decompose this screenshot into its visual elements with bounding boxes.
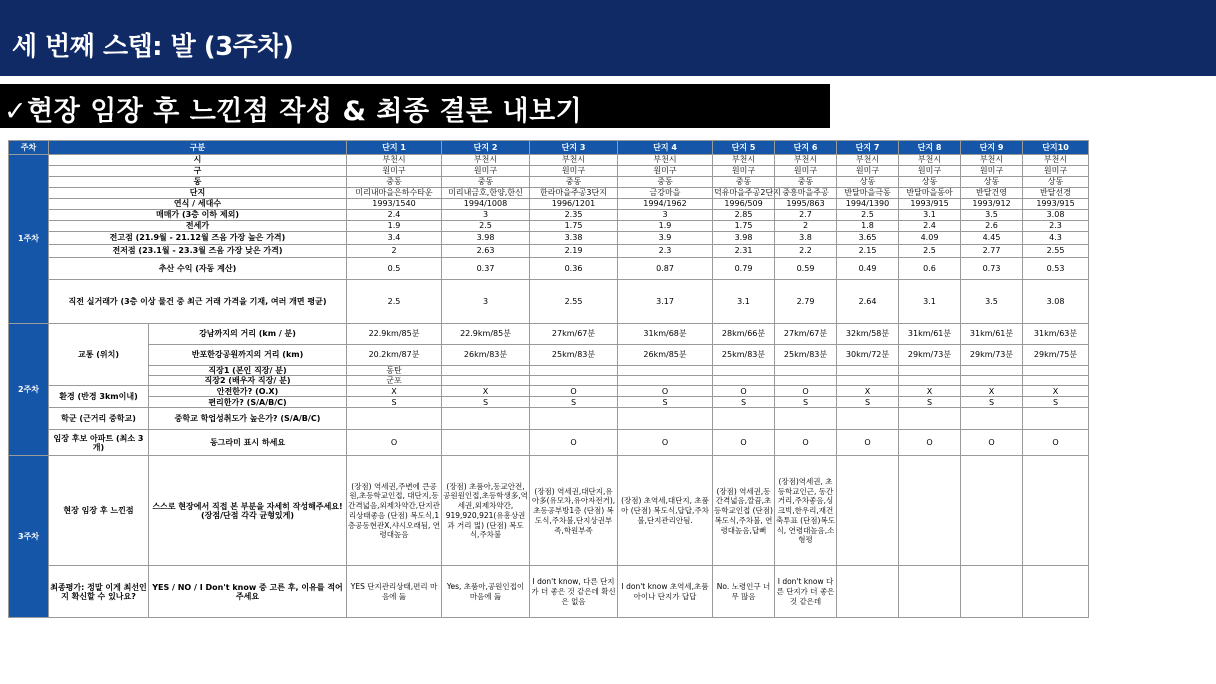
table-cell: 군포 xyxy=(347,376,442,386)
table-cell: 2 xyxy=(775,221,837,232)
table-cell: 원미구 xyxy=(837,166,899,177)
table-cell: 1996/1201 xyxy=(530,199,618,210)
table-cell: S xyxy=(775,397,837,408)
impression-cell xyxy=(837,456,899,566)
table-cell: 원미구 xyxy=(347,166,442,177)
row-label: 동그라미 표시 하세요 xyxy=(149,430,347,456)
table-row xyxy=(9,386,1089,397)
final-cell xyxy=(1023,566,1089,618)
table-cell: 중동 xyxy=(442,177,530,188)
table-cell: 3.08 xyxy=(1023,210,1089,221)
complex-header: 단지10 xyxy=(1023,141,1089,155)
complex-header: 단지 4 xyxy=(618,141,713,155)
table-cell: 1993/1540 xyxy=(347,199,442,210)
table-cell: 2.7 xyxy=(775,210,837,221)
table-cell: 원미구 xyxy=(530,166,618,177)
impression-cell xyxy=(961,456,1023,566)
table-cell xyxy=(713,376,775,386)
table-row xyxy=(9,324,1089,345)
table-cell: 31km/63분 xyxy=(1023,324,1089,345)
table-cell: 0.79 xyxy=(713,258,775,280)
table-cell: 3.38 xyxy=(530,232,618,245)
table-cell: S xyxy=(1023,397,1089,408)
table-cell: 부천시 xyxy=(618,155,713,166)
table-cell: 1993/912 xyxy=(961,199,1023,210)
table-cell: 원미구 xyxy=(961,166,1023,177)
table-cell: 원미구 xyxy=(1023,166,1089,177)
table-cell: 2.5 xyxy=(442,221,530,232)
table-cell: X xyxy=(837,386,899,397)
table-cell xyxy=(1023,376,1089,386)
table-cell: 금강마을 xyxy=(618,188,713,199)
subheader-title xyxy=(4,89,582,128)
table-cell: 3.65 xyxy=(837,232,899,245)
complex-header: 단지 1 xyxy=(347,141,442,155)
table-cell: 25km/83분 xyxy=(713,345,775,366)
survey-table-body xyxy=(9,155,1089,618)
table-cell: 3 xyxy=(442,280,530,324)
table-row xyxy=(9,177,1089,188)
table-cell: 2.5 xyxy=(837,210,899,221)
table-cell: 4.3 xyxy=(1023,232,1089,245)
row-label: 동 xyxy=(49,177,347,188)
table-cell xyxy=(837,366,899,376)
table-cell: X xyxy=(1023,386,1089,397)
table-cell: 1.9 xyxy=(618,221,713,232)
table-cell: 부천시 xyxy=(837,155,899,166)
table-cell: 반달건영 xyxy=(961,188,1023,199)
table-cell: 3.1 xyxy=(899,210,961,221)
table-row xyxy=(9,430,1089,456)
table-cell: O xyxy=(713,386,775,397)
impression-cell xyxy=(1023,456,1089,566)
table-cell: 32km/58분 xyxy=(837,324,899,345)
table-cell: 1994/1390 xyxy=(837,199,899,210)
table-cell: 3.5 xyxy=(961,210,1023,221)
table-cell: O xyxy=(961,430,1023,456)
table-row xyxy=(9,397,1089,408)
table-cell: 0.36 xyxy=(530,258,618,280)
row-label: 직장1 (본인 직장/ 분) xyxy=(149,366,347,376)
table-cell: 2.79 xyxy=(775,280,837,324)
table-cell: 31km/68분 xyxy=(618,324,713,345)
table-cell: 2.35 xyxy=(530,210,618,221)
table-cell: 상동 xyxy=(899,177,961,188)
table-cell: O xyxy=(775,430,837,456)
table-cell: X xyxy=(899,386,961,397)
table-cell: 동탄 xyxy=(347,366,442,376)
table-cell: 원미구 xyxy=(442,166,530,177)
table-cell xyxy=(442,366,530,376)
final-cell xyxy=(837,566,899,618)
table-row xyxy=(9,456,1089,566)
table-cell: O xyxy=(1023,430,1089,456)
row-label: 매매가 (3층 이하 제외) xyxy=(49,210,347,221)
table-cell: 3.9 xyxy=(618,232,713,245)
complex-header: 단지 7 xyxy=(837,141,899,155)
row-label: 연식 / 세대수 xyxy=(49,199,347,210)
table-cell: 3.8 xyxy=(775,232,837,245)
table-cell: 2.55 xyxy=(530,280,618,324)
header-banner xyxy=(0,0,1216,76)
table-cell: 2.2 xyxy=(775,245,837,258)
final-cell xyxy=(961,566,1023,618)
table-cell xyxy=(530,366,618,376)
table-cell: 2.55 xyxy=(1023,245,1089,258)
table-cell xyxy=(530,376,618,386)
table-cell: 2.19 xyxy=(530,245,618,258)
impression-label: 현장 임장 후 느낀점 xyxy=(49,456,149,566)
complex-header: 단지 6 xyxy=(775,141,837,155)
table-cell: O xyxy=(618,386,713,397)
table-cell: 25km/83분 xyxy=(530,345,618,366)
complex-header: 단지 3 xyxy=(530,141,618,155)
table-cell: 중흥마을주공 xyxy=(775,188,837,199)
table-cell xyxy=(775,408,837,430)
table-cell: 0.53 xyxy=(1023,258,1089,280)
week-label-3: 3주차 xyxy=(9,456,49,618)
table-cell: 2.64 xyxy=(837,280,899,324)
table-cell: 원미구 xyxy=(713,166,775,177)
table-cell: S xyxy=(442,397,530,408)
impression-cell: (장점)역세권, 초등학교인근, 동간거리,주차좋음,싱크빅,한우리,재건축투표 (단점)복도식, 연령대높음,소형평 xyxy=(775,456,837,566)
table-cell: O xyxy=(530,386,618,397)
table-cell: S xyxy=(530,397,618,408)
table-cell: 0.73 xyxy=(961,258,1023,280)
table-cell: O xyxy=(347,430,442,456)
row-label: 구 xyxy=(49,166,347,177)
table-cell: X xyxy=(961,386,1023,397)
table-cell: S xyxy=(347,397,442,408)
table-cell xyxy=(618,366,713,376)
table-cell: 1994/1962 xyxy=(618,199,713,210)
table-cell xyxy=(961,408,1023,430)
table-cell xyxy=(1023,408,1089,430)
table-cell: 상동 xyxy=(1023,177,1089,188)
table-cell: 31km/61분 xyxy=(961,324,1023,345)
table-cell: 3.17 xyxy=(618,280,713,324)
table-row xyxy=(9,408,1089,430)
table-cell: 미리내마을은하수타운 xyxy=(347,188,442,199)
impression-cell: (장점) 역세권,동간격넓음,깔끔,초등학교인접 (단점) 복도식,주차불, 연령대높음,답뻐 xyxy=(713,456,775,566)
table-cell: 3.1 xyxy=(713,280,775,324)
table-cell: 반달마을동아 xyxy=(899,188,961,199)
table-cell: 1993/915 xyxy=(899,199,961,210)
table-cell: 2.77 xyxy=(961,245,1023,258)
final-cell xyxy=(899,566,961,618)
table-cell: 3 xyxy=(442,210,530,221)
table-cell xyxy=(442,430,530,456)
table-cell: S xyxy=(713,397,775,408)
table-cell: 미리내금호,한양,한신 xyxy=(442,188,530,199)
impression-cell: (장점) 초품아,동교안전,공원원인접,초등학생多,역세권,외제차약간, 919,920,921(유흥상권과 거리 멂) (단점) 복도식,주차불 xyxy=(442,456,530,566)
table-row xyxy=(9,166,1089,177)
complex-header: 단지 9 xyxy=(961,141,1023,155)
row-label: 편리한가? (S/A/B/C) xyxy=(149,397,347,408)
table-cell: 2.3 xyxy=(1023,221,1089,232)
table-row xyxy=(9,280,1089,324)
final-label: 최종평가: 정말 이게 최선인지 확신할 수 있나요? xyxy=(49,566,149,618)
table-cell: 원미구 xyxy=(899,166,961,177)
table-cell xyxy=(530,408,618,430)
table-cell: 22.9km/85분 xyxy=(347,324,442,345)
table-cell: 2.6 xyxy=(961,221,1023,232)
table-cell: S xyxy=(899,397,961,408)
table-cell: 1994/1008 xyxy=(442,199,530,210)
page-title: 세 번째 스텝: 발 (3주차) xyxy=(12,32,294,62)
row-label: 전세가 xyxy=(49,221,347,232)
group-label: 학군 (근거리 중학교) xyxy=(49,408,149,430)
impression-cell xyxy=(899,456,961,566)
table-cell: 부천시 xyxy=(347,155,442,166)
survey-table xyxy=(8,140,1089,618)
table-cell xyxy=(961,376,1023,386)
impression-guide: 스스로 현장에서 직접 본 부분을 자세히 작성해주세요! (장점/단점 각각 균형있게) xyxy=(149,456,347,566)
table-cell: 0.49 xyxy=(837,258,899,280)
table-cell: 27km/67분 xyxy=(775,324,837,345)
table-cell: O xyxy=(899,430,961,456)
impression-cell: (장점) 역세권,주변에 큰공원,초등학교인접, 대단지,동간격넓음,외제차약간,단지관리상태좋음 (단점) 복도식,1층공동현관X,샤시오래됨, 연령대높음 xyxy=(347,456,442,566)
table-cell: 26km/85분 xyxy=(618,345,713,366)
table-cell xyxy=(775,376,837,386)
table-cell: 원미구 xyxy=(775,166,837,177)
table-cell: 1993/915 xyxy=(1023,199,1089,210)
table-cell: 반달마을극동 xyxy=(837,188,899,199)
table-cell xyxy=(775,366,837,376)
impression-cell: (장점) 역세권,대단지,유아多(유모차,유아자전거),초등공부방1층 (단점) 복도식,주차불,단지상권부족,학원부족 xyxy=(530,456,618,566)
table-cell: 0.6 xyxy=(899,258,961,280)
table-cell: 중동 xyxy=(530,177,618,188)
table-cell: 2.4 xyxy=(899,221,961,232)
table-cell: 4.45 xyxy=(961,232,1023,245)
final-cell: YES 단지관리상태,편리 마음에 듦 xyxy=(347,566,442,618)
row-label: 전고점 (21.9월 - 21.12월 즈음 가장 높은 가격) xyxy=(49,232,347,245)
table-cell: 원미구 xyxy=(618,166,713,177)
table-cell: 부천시 xyxy=(961,155,1023,166)
table-cell: 1.9 xyxy=(347,221,442,232)
table-cell: 부천시 xyxy=(775,155,837,166)
subheader-text: 현장 임장 후 느낀점 작성 & 최종 결론 내보기 xyxy=(27,96,583,127)
table-cell: S xyxy=(961,397,1023,408)
final-cell: I don't know, 다른 단지가 더 좋은 것 같은데 확신은 없음 xyxy=(530,566,618,618)
group-label: 임장 후보 아파트 (최소 3개) xyxy=(49,430,149,456)
table-cell: 0.37 xyxy=(442,258,530,280)
impression-cell: (장점) 초역세,대단지, 초품아 (단점) 복도식,답답,주차불,단지관리안됨. xyxy=(618,456,713,566)
table-cell: 25km/83분 xyxy=(775,345,837,366)
complex-header: 단지 8 xyxy=(899,141,961,155)
table-cell: 22.9km/85분 xyxy=(442,324,530,345)
table-row xyxy=(9,345,1089,366)
table-cell xyxy=(713,408,775,430)
group-label: 환경 (반경 3km이내) xyxy=(49,386,149,408)
table-cell: O xyxy=(775,386,837,397)
table-cell xyxy=(961,366,1023,376)
table-cell: 3.5 xyxy=(961,280,1023,324)
final-cell: I don't know 초역세,초품아이나 단지가 답답 xyxy=(618,566,713,618)
table-cell: 28km/66분 xyxy=(713,324,775,345)
table-row xyxy=(9,155,1089,166)
table-cell: 26km/83분 xyxy=(442,345,530,366)
table-row xyxy=(9,199,1089,210)
row-label: 직장2 (배우자 직장/ 분) xyxy=(149,376,347,386)
table-cell: 20.2km/87분 xyxy=(347,345,442,366)
table-cell: 덕유마을주공2단지 xyxy=(714,188,781,198)
survey-table-wrapper xyxy=(8,140,1078,684)
row-label: 반포한강공원까지의 거리 (km) xyxy=(149,345,347,366)
row-label: 전저점 (23.1월 - 23.3월 즈음 가장 낮은 가격) xyxy=(49,245,347,258)
table-cell: X xyxy=(442,386,530,397)
table-cell: X xyxy=(347,386,442,397)
table-cell: 3.98 xyxy=(442,232,530,245)
table-cell: S xyxy=(618,397,713,408)
table-cell: 31km/61분 xyxy=(899,324,961,345)
table-cell: 한라마을주공3단지 xyxy=(530,188,618,199)
table-cell xyxy=(347,408,442,430)
table-cell: 1996/509 xyxy=(713,199,775,210)
table-cell: 중동 xyxy=(618,177,713,188)
table-cell: 부천시 xyxy=(899,155,961,166)
table-cell: 29km/73분 xyxy=(899,345,961,366)
table-cell: 1.75 xyxy=(530,221,618,232)
week-label-1: 1주차 xyxy=(9,155,49,324)
final-cell: No. 노령인구 너무 많음 xyxy=(713,566,775,618)
table-row xyxy=(9,232,1089,245)
table-cell xyxy=(837,376,899,386)
table-cell: 3.08 xyxy=(1023,280,1089,324)
table-cell: 2.3 xyxy=(618,245,713,258)
subheader-bar xyxy=(0,84,830,128)
row-label: 추산 수익 (자동 계산) xyxy=(49,258,347,280)
table-cell xyxy=(837,408,899,430)
table-cell: 3 xyxy=(618,210,713,221)
table-cell: 부천시 xyxy=(1023,155,1089,166)
table-row xyxy=(9,258,1089,280)
table-cell: 1.8 xyxy=(837,221,899,232)
row-label: 단지 xyxy=(49,188,347,199)
table-row xyxy=(9,188,1089,199)
table-cell: 상동 xyxy=(961,177,1023,188)
table-row xyxy=(9,221,1089,232)
table-cell: 0.5 xyxy=(347,258,442,280)
final-guide: YES / NO / I Don't know 중 고른 후, 이유를 적어주세요 xyxy=(149,566,347,618)
row-label: 강남까지의 거리 (km / 분) xyxy=(149,324,347,345)
table-cell: 3.98 xyxy=(713,232,775,245)
table-cell xyxy=(618,408,713,430)
table-cell: 0.59 xyxy=(775,258,837,280)
row-label: 시 xyxy=(49,155,347,166)
table-cell: 0.87 xyxy=(618,258,713,280)
week-label-2: 2주차 xyxy=(9,324,49,456)
table-row xyxy=(9,366,1089,376)
row-label: 안전한가? (O.X) xyxy=(149,386,347,397)
table-cell xyxy=(618,376,713,386)
group-label: 교통 (위치) xyxy=(49,324,149,386)
table-cell: 2.5 xyxy=(899,245,961,258)
table-cell xyxy=(442,408,530,430)
table-cell: O xyxy=(837,430,899,456)
complex-header: 단지 2 xyxy=(442,141,530,155)
table-cell: S xyxy=(837,397,899,408)
table-cell: 29km/73분 xyxy=(961,345,1023,366)
table-cell: 중동 xyxy=(713,177,775,188)
table-cell xyxy=(899,408,961,430)
table-cell: 부천시 xyxy=(442,155,530,166)
table-cell: 3.1 xyxy=(899,280,961,324)
table-cell xyxy=(713,366,775,376)
complex-header: 단지 5 xyxy=(713,141,775,155)
table-cell: 중동 xyxy=(775,177,837,188)
table-cell: 부천시 xyxy=(713,155,775,166)
table-cell xyxy=(899,376,961,386)
table-cell xyxy=(1023,366,1089,376)
table-cell: 2.85 xyxy=(713,210,775,221)
table-cell: 30km/72분 xyxy=(837,345,899,366)
table-cell: 중동 xyxy=(347,177,442,188)
table-cell: 3.4 xyxy=(347,232,442,245)
row-label: 중학교 학업성취도가 높은가? (S/A/B/C) xyxy=(149,408,347,430)
table-cell: O xyxy=(713,430,775,456)
final-cell: Yes, 초품아,공원인접이 마음에 듦 xyxy=(442,566,530,618)
table-cell: 2.31 xyxy=(713,245,775,258)
col-item-header: 구분 xyxy=(49,141,347,155)
table-row xyxy=(9,376,1089,386)
table-cell xyxy=(442,376,530,386)
table-cell: O xyxy=(618,430,713,456)
table-row xyxy=(9,245,1089,258)
table-cell: 상동 xyxy=(837,177,899,188)
table-cell: O xyxy=(530,430,618,456)
col-week-header: 주차 xyxy=(9,141,49,155)
table-cell: 반달선경 xyxy=(1023,188,1089,199)
table-cell: 2.4 xyxy=(347,210,442,221)
table-cell: 1.75 xyxy=(713,221,775,232)
table-row xyxy=(9,210,1089,221)
table-cell: 29km/75분 xyxy=(1023,345,1089,366)
table-cell: 27km/67분 xyxy=(530,324,618,345)
row-label: 직전 실거래가 (3층 이상 물건 중 최근 거래 가격을 기재, 여러 개면 평균) xyxy=(49,280,347,324)
check-icon: ✓ xyxy=(4,96,28,127)
table-cell: 4.09 xyxy=(899,232,961,245)
table-cell: 2 xyxy=(347,245,442,258)
table-cell: 부천시 xyxy=(530,155,618,166)
table-cell: 1995/863 xyxy=(775,199,837,210)
table-cell: 2.5 xyxy=(347,280,442,324)
table-cell: 2.63 xyxy=(442,245,530,258)
table-cell: 2.15 xyxy=(837,245,899,258)
table-cell xyxy=(899,366,961,376)
final-cell: I don't know 다른 단지가 더 좋은 것 같은데 xyxy=(775,566,837,618)
table-row xyxy=(9,566,1089,618)
